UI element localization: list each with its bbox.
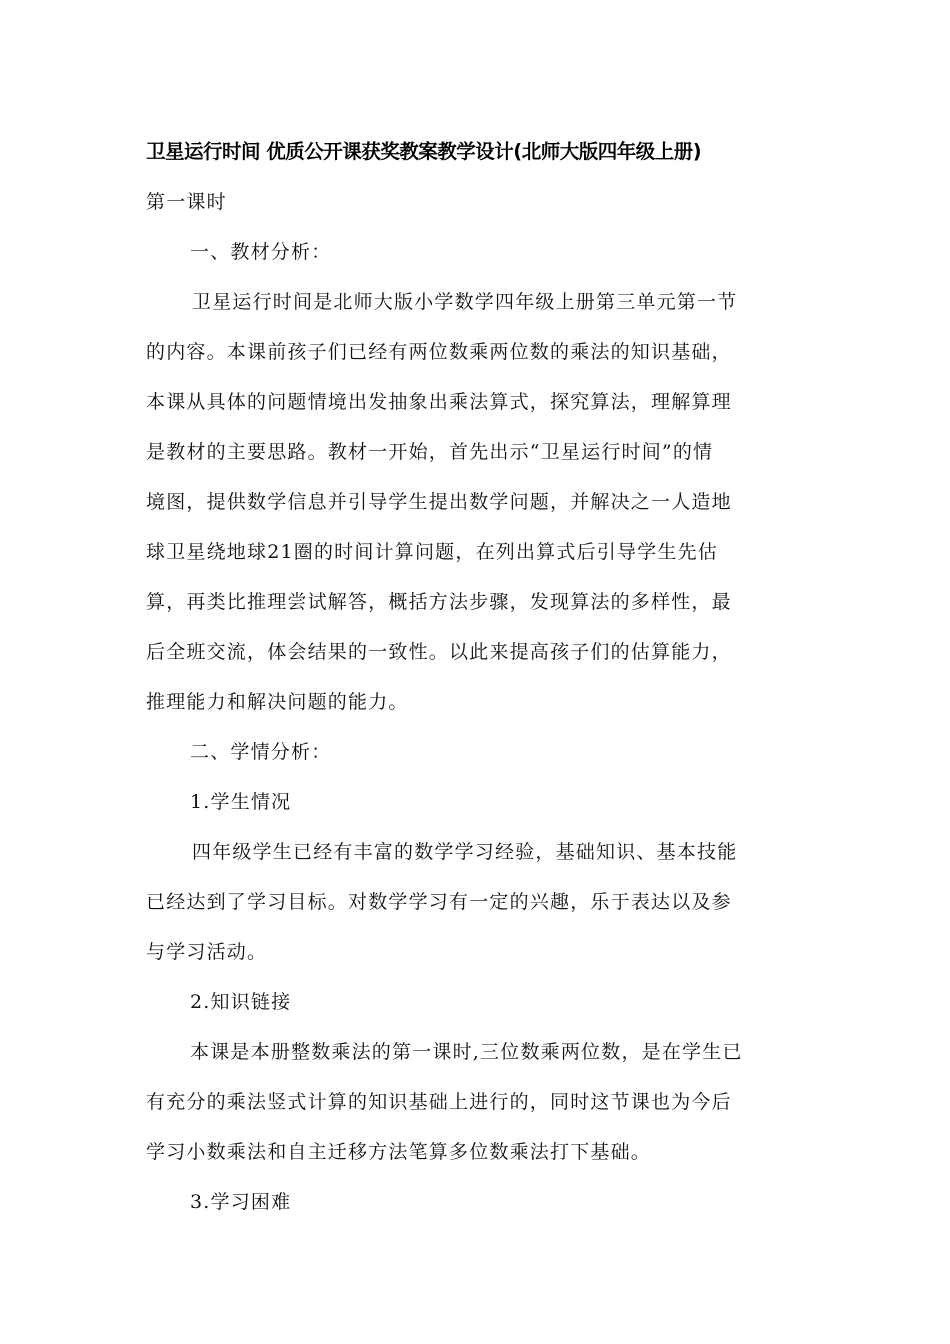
paragraph-line: 四年级学生已经有丰富的数学学习经验，基础知识、基本技能 (192, 841, 738, 863)
paragraph-line: 第一课时 (146, 191, 227, 213)
paragraph-line: 推理能力和解决问题的能力。 (146, 691, 409, 713)
paragraph-line: 卫星运行时间是北师大版小学数学四年级上册第三单元第一节 (192, 291, 738, 313)
subsection-heading: 2.知识链接 (190, 991, 292, 1013)
document-title: 卫星运行时间 优质公开课获奖教案教学设计(北师大版四年级上册) (146, 140, 702, 163)
paragraph-line: 的内容。本课前孩子们已经有两位数乘两位数的乘法的知识基础， (146, 341, 732, 363)
subsection-heading: 1.学生情况 (190, 791, 292, 813)
paragraph-line: 境图，提供数学信息并引导学生提出数学问题，并解决之一人造地 (146, 491, 732, 513)
paragraph-line: 本课从具体的问题情境出发抽象出乘法算式，探究算法，理解算理 (146, 391, 732, 413)
paragraph-line: 已经达到了学习目标。对数学学习有一定的兴趣，乐于表达以及参 (146, 891, 732, 913)
subsection-heading: 3.学习困难 (190, 1191, 292, 1213)
paragraph-line: 算，再类比推理尝试解答，概括方法步骤，发现算法的多样性，最 (146, 591, 732, 613)
paragraph-line: 球卫星绕地球21圈的时间计算问题，在列出算式后引导学生先估 (146, 541, 718, 563)
paragraph-line: 是教材的主要思路。教材一开始，首先出示“卫星运行时间”的情 (146, 441, 714, 463)
paragraph-line: 与学习活动。 (146, 941, 268, 963)
paragraph-line: 有充分的乘法竖式计算的知识基础上进行的，同时这节课也为今后 (146, 1091, 732, 1113)
section-heading: 一、教材分析： (190, 241, 332, 263)
document-body (146, 182, 811, 1232)
paragraph-line: 学习小数乘法和自主迁移方法笔算多位数乘法打下基础。 (146, 1141, 652, 1163)
paragraph-line: 本课是本册整数乘法的第一课时,三位数乘两位数，是在学生已 (190, 1041, 743, 1063)
paragraph-line: 后全班交流，体会结果的一致性。以此来提高孩子们的估算能力， (146, 641, 732, 663)
section-heading: 二、学情分析： (190, 741, 332, 763)
